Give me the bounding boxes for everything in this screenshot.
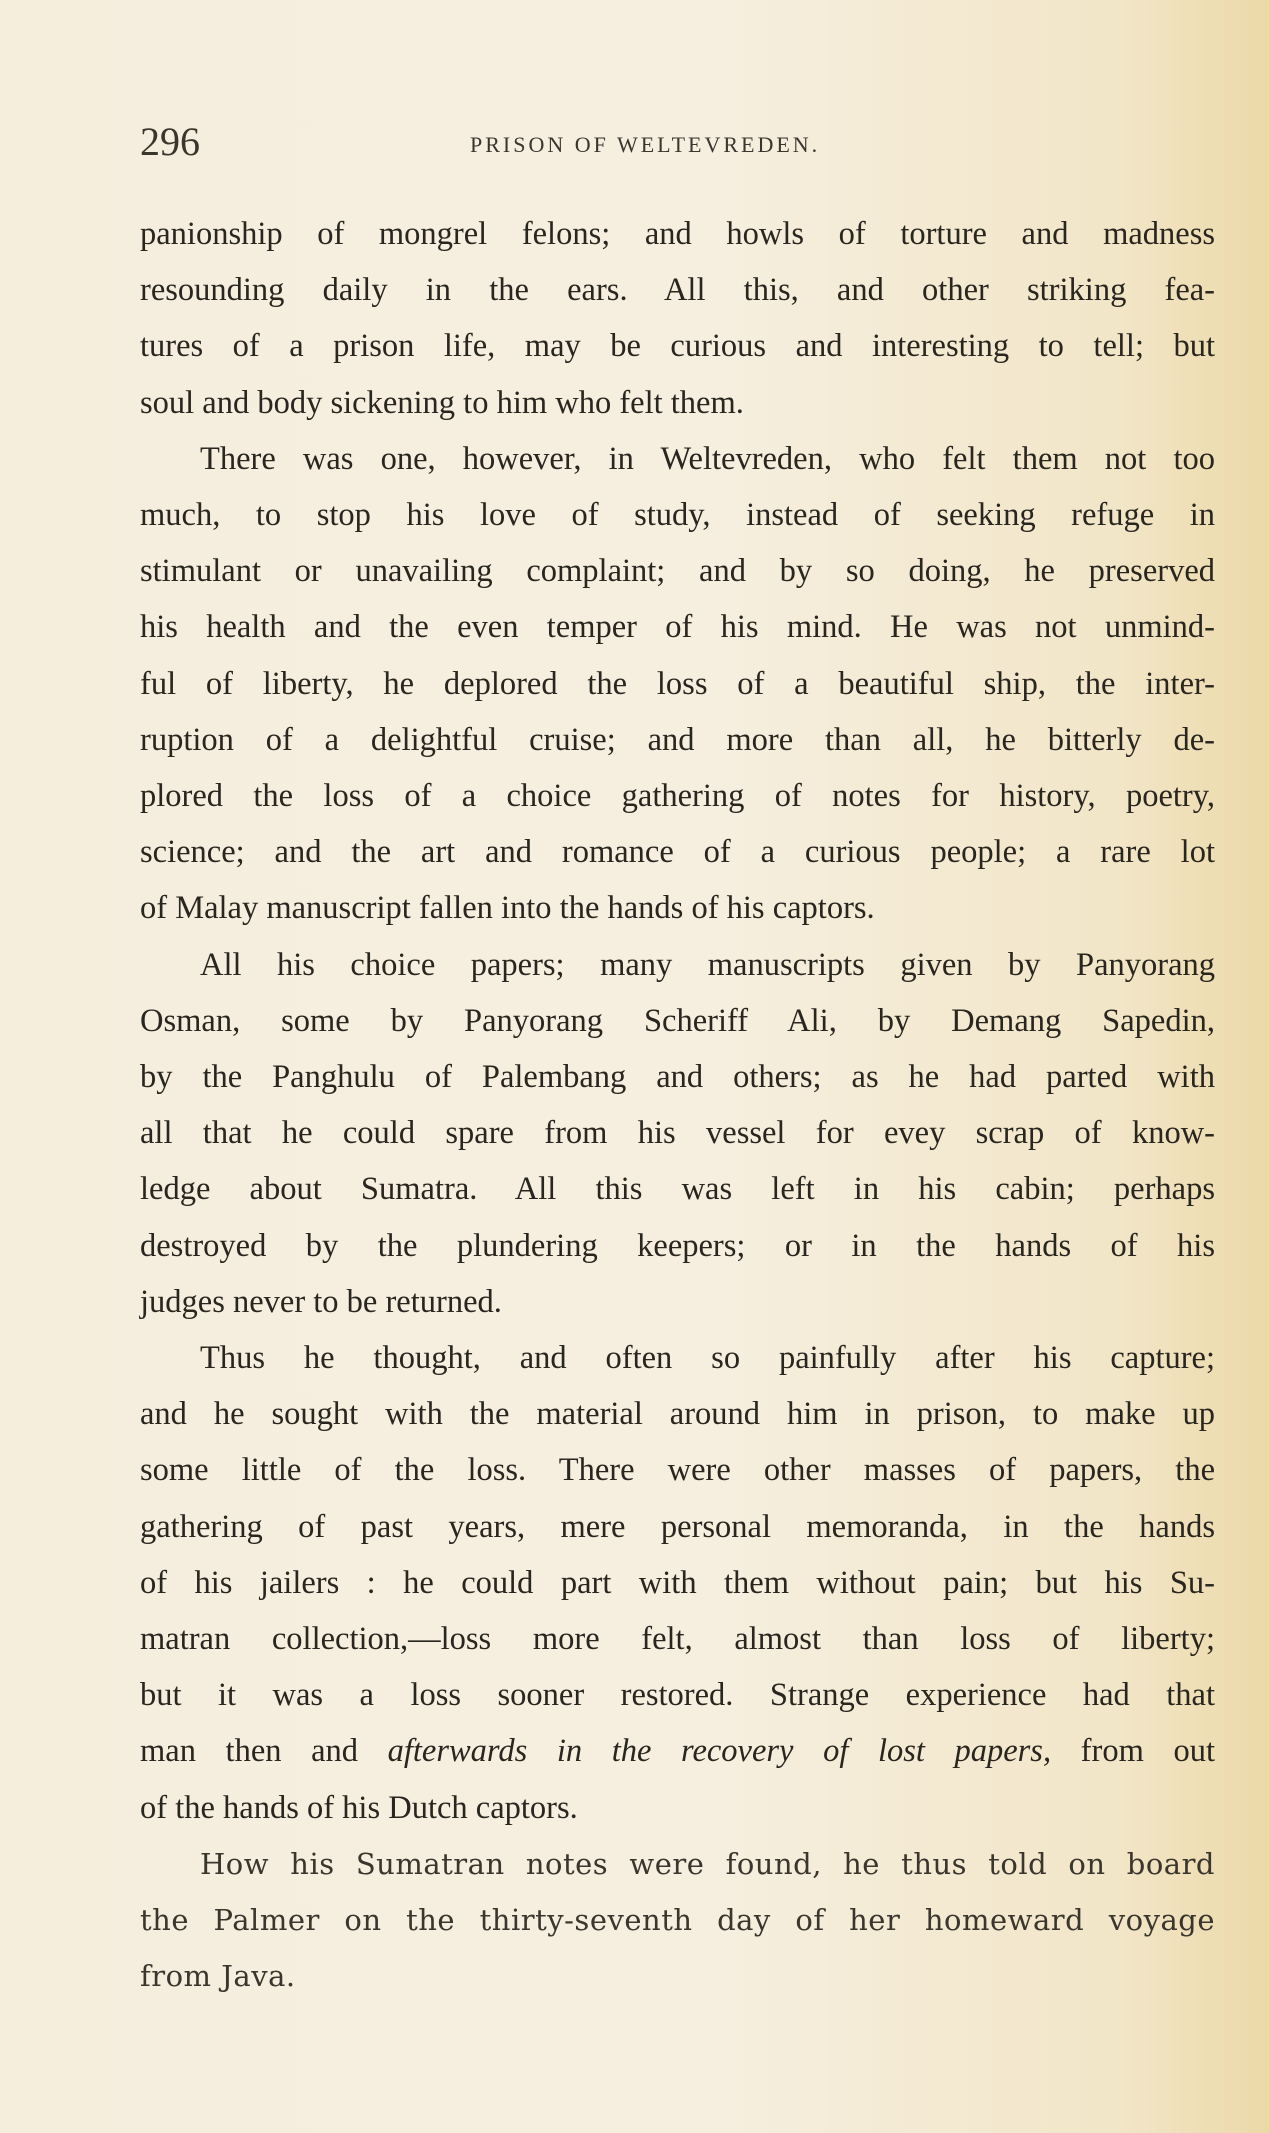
paragraph-5 — [140, 1836, 1215, 2005]
text-line: ful of liberty, he deplored the loss of a beautiful ship, the inter- — [140, 665, 1215, 702]
text-line: judges never to be returned. — [140, 1283, 502, 1320]
paragraph-2 — [140, 431, 1215, 937]
text-line: plored the loss of a choice gathering of notes for history, poetry, — [140, 778, 1215, 815]
italic-phrase: afterwards in the recovery of lost papers, — [387, 1733, 1052, 1770]
text-line: tures of a prison life, may be curious and interesting to tell; but — [140, 328, 1215, 365]
text-line: of the hands of his Dutch captors. — [140, 1789, 578, 1826]
page-number: 296 — [140, 119, 200, 164]
text-line: How his Sumatran notes were found, he thus told on board — [200, 1846, 1215, 1881]
text-line: panionship of mongrel felons; and howls of torture and madness — [140, 216, 1215, 252]
text-line: his health and the even temper of his mind. He was not unmind- — [140, 609, 1215, 646]
page-header — [140, 118, 1215, 168]
text-line: some little of the loss. There were other masses of papers, the — [140, 1452, 1215, 1489]
text-fragment: from out — [1051, 1733, 1215, 1770]
text-line: ruption of a delightful cruise; and more than all, he bitterly de- — [140, 721, 1215, 758]
running-head: PRISON OF WELTEVREDEN. — [470, 132, 821, 157]
text-line-with-italic — [140, 1723, 1215, 1779]
text-line: the Palmer on the thirty-seventh day of her homeward voyage — [140, 1903, 1215, 1938]
text-line: destroyed by the plundering keepers; or in the hands of his — [140, 1227, 1215, 1264]
text-line: much, to stop his love of study, instead of seeking refuge in — [140, 497, 1215, 534]
text-line: of his jailers : he could part with them without pain; but his Su- — [140, 1564, 1215, 1601]
text-line: all that he could spare from his vessel for evey scrap of know- — [140, 1115, 1215, 1152]
text-line: but it was a loss sooner restored. Strange experience had that — [140, 1677, 1215, 1714]
text-line: Thus he thought, and often so painfully after his capture; — [200, 1340, 1215, 1377]
text-line: Osman, some by Panyorang Scheriff Ali, by Demang Sapedin, — [140, 1002, 1215, 1039]
text-line: resounding daily in the ears. All this, and other striking fea- — [140, 272, 1215, 309]
body-text — [140, 206, 1215, 2005]
text-line: matran collection,—loss more felt, almost than loss of liberty; — [140, 1621, 1215, 1658]
text-line: There was one, however, in Weltevreden, who felt them not too — [200, 440, 1215, 477]
text-line: stimulant or unavailing complaint; and by so doing, he preserved — [140, 553, 1215, 590]
text-line: from Java. — [140, 1959, 296, 1994]
paragraph-1 — [140, 206, 1215, 431]
paragraph-3 — [140, 937, 1215, 1330]
text-line: ledge about Sumatra. All this was left in his cabin; perhaps — [140, 1171, 1215, 1208]
paragraph-4 — [140, 1330, 1215, 1836]
text-line: science; and the art and romance of a curious people; a rare lot — [140, 834, 1215, 871]
text-line: gathering of past years, mere personal memoranda, in the hands — [140, 1508, 1215, 1545]
text-line: by the Panghulu of Palembang and others; as he had parted with — [140, 1059, 1215, 1096]
text-line: and he sought with the material around him in prison, to make up — [140, 1396, 1215, 1433]
text-line: soul and body sickening to him who felt them. — [140, 384, 744, 421]
text-fragment: man then and — [140, 1733, 388, 1770]
text-line: All his choice papers; many manuscripts given by Panyorang — [200, 946, 1215, 983]
text-line: of Malay manuscript fallen into the hands of his captors. — [140, 890, 875, 927]
